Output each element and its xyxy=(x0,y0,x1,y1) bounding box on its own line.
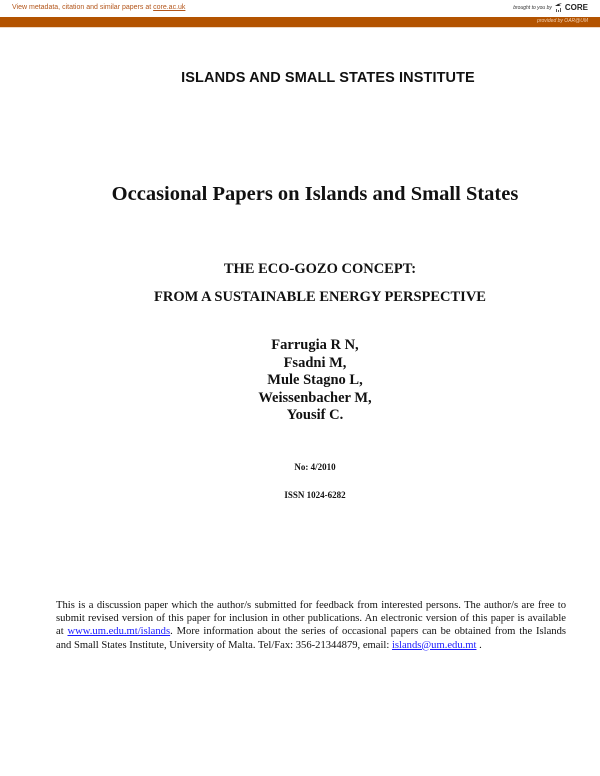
core-metadata-notice xyxy=(12,4,185,11)
author-name: Farrugia R N, xyxy=(271,337,359,353)
issn-number: ISSN 1024-6282 xyxy=(284,490,346,500)
paper-title-line-2: FROM A SUSTAINABLE ENERGY PERSPECTIVE xyxy=(154,289,486,305)
banner-divider xyxy=(0,27,600,28)
note-text: . xyxy=(476,639,482,651)
series-title: Occasional Papers on Islands and Small States xyxy=(111,183,519,205)
core-metadata-text: View metadata, citation and similar papers at xyxy=(12,4,154,11)
islands-website-link[interactable]: www.um.edu.mt/islands xyxy=(67,626,171,638)
core-top-banner xyxy=(0,0,600,17)
paper-number: No: 4/2010 xyxy=(294,462,336,472)
islands-email-link[interactable]: islands@um.edu.mt xyxy=(391,639,477,651)
author-name: Weissenbacher M, xyxy=(258,389,372,406)
author-name: Mule Stagno L, xyxy=(267,372,363,388)
paper-title xyxy=(0,255,600,311)
note-text: . More information about the series of occasional papers can be obtained from the Islands and Small States Institute, University of Malta. Tel/Fax: 356-21344879, email: xyxy=(56,626,566,651)
note-text: This is a discussion paper which the author/s submitted for feedback from interested persons. The author/s are free to submit revised version of this paper for inclusion in other publications. An electronic version of this paper is available at xyxy=(56,600,566,638)
provided-by-text[interactable]: provided by OAR@UM xyxy=(537,18,588,24)
author-name: Fsadni M, xyxy=(283,354,347,371)
core-logo-icon xyxy=(554,2,563,13)
author-list xyxy=(0,337,600,425)
core-brand-label: CORE xyxy=(564,3,588,12)
core-brought-by[interactable] xyxy=(513,2,588,13)
core-ac-uk-link[interactable]: core.ac.uk xyxy=(153,4,186,11)
institute-heading: ISLANDS AND SMALL STATES INSTITUTE xyxy=(181,70,475,86)
brought-to-you-text: brought to you by xyxy=(513,4,552,11)
discussion-paper-note xyxy=(56,599,566,652)
author-name: Yousif C. xyxy=(286,407,344,423)
core-orange-bar xyxy=(0,17,600,27)
paper-title-line-1: THE ECO-GOZO CONCEPT: xyxy=(223,261,417,277)
